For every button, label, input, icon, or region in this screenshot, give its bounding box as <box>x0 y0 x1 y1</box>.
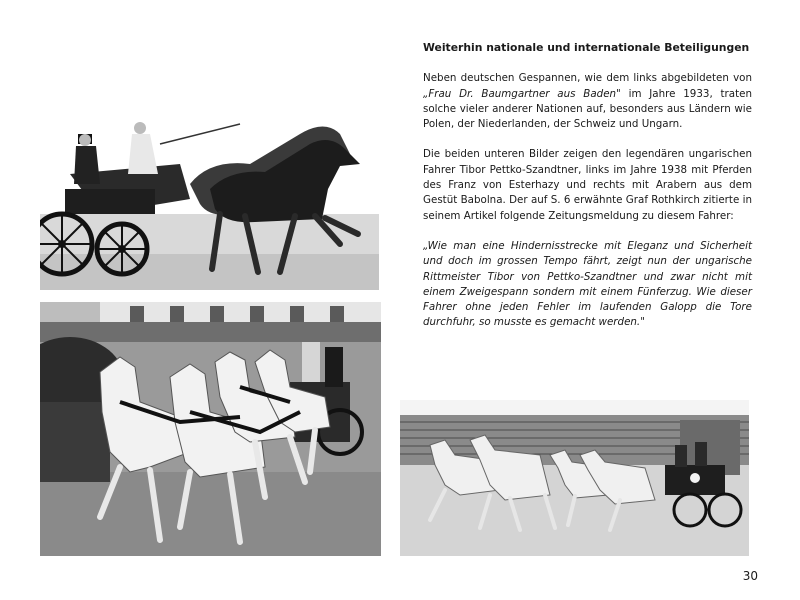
paragraph-1-text-start: Neben deutschen Gespannen, wie dem links abgebildeten von <box>423 72 752 85</box>
article-quote: „Wie man eine Hindernisstrecke mit Eleganz und Sicherheit und doch im grossen Tempo fährt, zeigt nun der ungarische Rittmeister Tibor von Pettko-Szandtner und zwar nicht mit einem Zweigespann sondern mit einem Fünferzug. Wie dieser Fahrer ohne jeden Fehler im laufenden Galopp die Tore durchfuhr, so musste es gemacht werden." <box>423 239 752 329</box>
photo-carriage-pair <box>40 104 379 290</box>
article-text-column <box>423 40 752 331</box>
article-heading: Weiterhin nationale und internationale Beteiligungen <box>423 41 750 54</box>
article-paragraph-2: Die beiden unteren Bilder zeigen den legendären ungarischen Fahrer Tibor Pettko-Szandtner, links im Jahre 1938 mit Pferden des Franz von Esterhazy und rechts mit Arabern aus dem Gestüt Babolna. Der auf S. 6 erwähnte Graf Rothkirch zitierte in seinem Artikel folgende Zeitungsmeldung zu diesem Fahrer: <box>423 148 752 222</box>
paragraph-1-emphasis: „Frau Dr. Baumgartner aus Baden" <box>423 87 621 100</box>
page-number: 30 <box>742 569 758 583</box>
photo-five-in-hand-white-horses <box>40 302 381 556</box>
photo-five-in-hand-arena <box>400 400 749 556</box>
article-paragraph-1 <box>423 71 752 132</box>
paragraph-1-text-end: im Jahre 1933, traten solche vieler anderer Nationen auf, besonders aus Ländern wie Polen, der Niederlanden, der Schweiz und Ungarn. <box>423 87 752 131</box>
